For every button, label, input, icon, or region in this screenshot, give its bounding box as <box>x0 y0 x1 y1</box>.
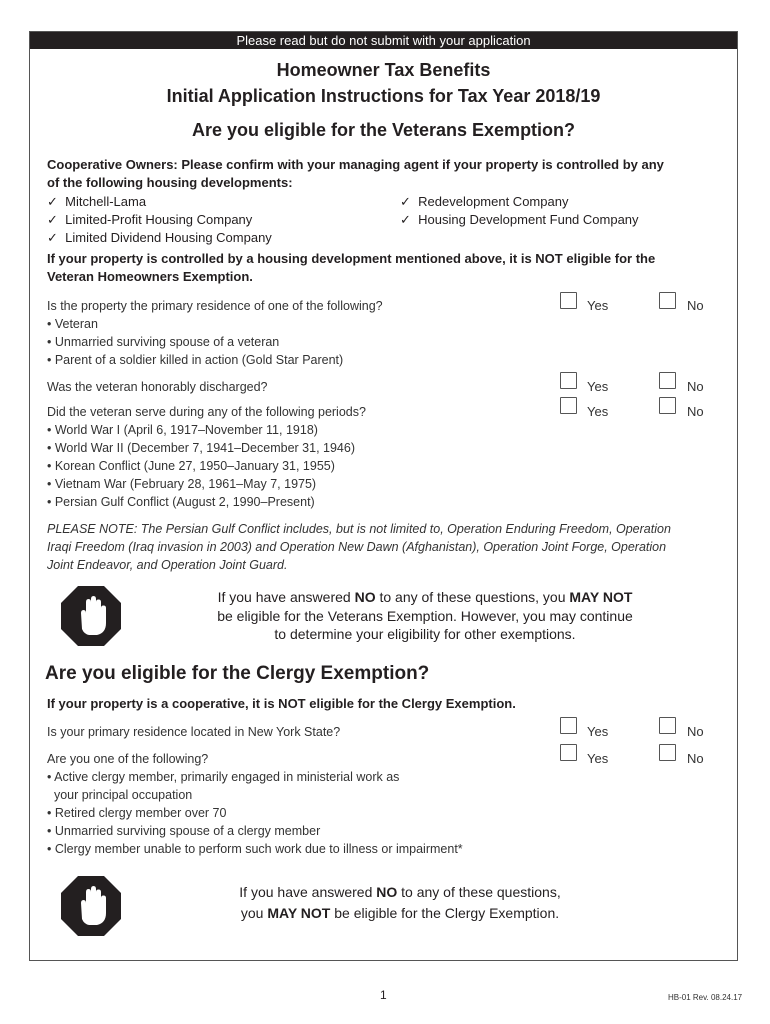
list-item: • Veteran <box>47 317 98 331</box>
stop-hand-icon <box>60 875 122 937</box>
no-label: No <box>687 404 704 419</box>
list-item: • World War II (December 7, 1941–December 31, 1946) <box>47 441 355 455</box>
no-label: No <box>687 751 704 766</box>
development-item <box>47 211 252 229</box>
yes-label: Yes <box>587 724 609 739</box>
development-label: Housing Development Fund Company <box>418 212 639 227</box>
message-text: be eligible for the Clergy Exemption. <box>330 905 560 921</box>
veterans-stop-message-line1 <box>170 588 680 607</box>
list-item: • Unmarried surviving spouse of a veteran <box>47 335 280 349</box>
veterans-q1-yes-checkbox[interactable] <box>560 292 577 309</box>
veterans-heading: Are you eligible for the Veterans Exemption? <box>191 120 576 140</box>
veterans-q3-no-checkbox[interactable] <box>659 397 676 414</box>
development-label: Limited-Profit Housing Company <box>65 212 253 227</box>
list-item: • Unmarried surviving spouse of a clergy member <box>47 824 321 838</box>
veterans-q1-no-checkbox[interactable] <box>659 292 676 309</box>
notice-banner: Please read but do not submit with your application <box>30 32 737 49</box>
clergy-stop-message-line2 <box>200 904 600 923</box>
message-text: If you have answered <box>239 884 377 900</box>
veterans-question-discharge: Was the veteran honorably discharged? <box>47 380 268 394</box>
list-item: • Parent of a soldier killed in action (Gold Star Parent) <box>47 353 344 367</box>
emphasis-may-not: MAY NOT <box>267 905 331 921</box>
list-item: • Korean Conflict (June 27, 1950–January 31, 1955) <box>47 459 335 473</box>
clergy-coop-note: If your property is a cooperative, it is NOT eligible for the Clergy Exemption. <box>47 696 516 711</box>
veterans-question-service: Did the veteran serve during any of the following periods? <box>47 405 366 419</box>
no-label: No <box>687 724 704 739</box>
not-eligible-line1: If your property is controlled by a housing development mentioned above, it is NOT eligible for the <box>47 251 656 266</box>
list-item: your principal occupation <box>47 788 193 802</box>
development-item <box>47 193 146 211</box>
persian-gulf-note-line1: PLEASE NOTE: The Persian Gulf Conflict includes, but is not limited to, Operation Enduring Freedom, Operation <box>47 522 671 536</box>
yes-label: Yes <box>587 379 609 394</box>
coop-intro-line1: Cooperative Owners: Please confirm with your managing agent if your property is controlled by any <box>47 157 664 172</box>
list-item: • World War I (April 6, 1917–November 11, 1918) <box>47 423 318 437</box>
veterans-q2-no-checkbox[interactable] <box>659 372 676 389</box>
clergy-stop-message-line1 <box>200 883 600 902</box>
message-text: to any of these questions, <box>397 884 561 900</box>
development-label: Limited Dividend Housing Company <box>65 230 272 245</box>
emphasis-may-not: MAY NOT <box>569 589 633 605</box>
no-label: No <box>687 379 704 394</box>
list-item: • Clergy member unable to perform such work due to illness or impairment* <box>47 842 463 856</box>
veterans-q2-yes-checkbox[interactable] <box>560 372 577 389</box>
veterans-stop-message-line3: to determine your eligibility for other exemptions. <box>274 626 576 642</box>
yes-label: Yes <box>587 298 609 313</box>
message-text: you <box>240 905 268 921</box>
list-item: • Retired clergy member over 70 <box>47 806 227 820</box>
check-icon: ✓ <box>400 194 411 209</box>
emphasis-no: NO <box>354 589 376 605</box>
emphasis-no: NO <box>376 884 398 900</box>
no-label: No <box>687 298 704 313</box>
clergy-question-residence: Is your primary residence located in New York State? <box>47 725 341 739</box>
list-item: • Vietnam War (February 28, 1961–May 7, 1975) <box>47 477 317 491</box>
development-item <box>47 229 272 247</box>
clergy-question-status: Are you one of the following? <box>47 752 209 766</box>
clergy-q1-yes-checkbox[interactable] <box>560 717 577 734</box>
development-label: Redevelopment Company <box>418 194 569 209</box>
clergy-q2-no-checkbox[interactable] <box>659 744 676 761</box>
form-revision: HB-01 Rev. 08.24.17 <box>668 993 743 1002</box>
clergy-heading: Are you eligible for the Clergy Exemption? <box>45 663 430 684</box>
veterans-q3-yes-checkbox[interactable] <box>560 397 577 414</box>
yes-label: Yes <box>587 751 609 766</box>
veterans-stop-message-line2: be eligible for the Veterans Exemption. However, you may continue <box>217 608 633 624</box>
check-icon: ✓ <box>47 230 58 245</box>
development-item <box>400 193 568 211</box>
message-text: If you have answered <box>217 589 355 605</box>
page-title: Homeowner Tax Benefits <box>276 60 491 80</box>
yes-label: Yes <box>587 404 609 419</box>
veterans-question-residence: Is the property the primary residence of one of the following? <box>47 299 383 313</box>
page-number: 1 <box>380 988 387 1002</box>
check-icon: ✓ <box>400 212 411 227</box>
stop-hand-icon <box>60 585 122 647</box>
clergy-q2-yes-checkbox[interactable] <box>560 744 577 761</box>
development-label: Mitchell-Lama <box>65 194 147 209</box>
persian-gulf-note-line2: Iraqi Freedom (Iraq invasion in 2003) and Operation New Dawn (Afghanistan), Operation Joint Forge, Operation <box>47 540 667 554</box>
list-item: • Active clergy member, primarily engaged in ministerial work as <box>47 770 400 784</box>
coop-intro-line2: of the following housing developments: <box>47 175 293 190</box>
list-item: • Persian Gulf Conflict (August 2, 1990–Present) <box>47 495 315 509</box>
persian-gulf-note-line3: Joint Endeavor, and Operation Joint Guard. <box>47 558 288 572</box>
message-text: to any of these questions, you <box>375 589 570 605</box>
not-eligible-line2: Veteran Homeowners Exemption. <box>47 269 253 284</box>
clergy-q1-no-checkbox[interactable] <box>659 717 676 734</box>
check-icon: ✓ <box>47 212 58 227</box>
check-icon: ✓ <box>47 194 58 209</box>
development-item <box>400 211 639 229</box>
page-subtitle: Initial Application Instructions for Tax Year 2018/19 <box>166 86 601 106</box>
